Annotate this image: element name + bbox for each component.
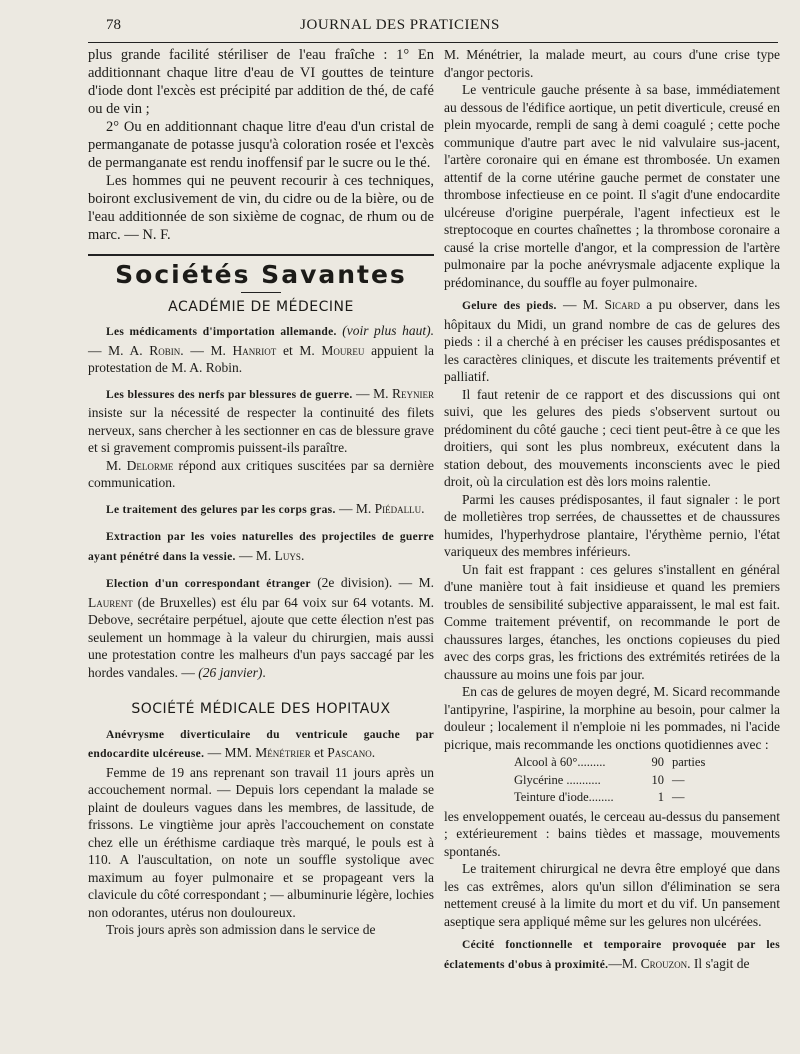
- entry-heading: Election d'un correspondant étranger: [106, 578, 311, 590]
- page-number: 78: [106, 17, 121, 33]
- author-name: Robin: [149, 342, 181, 358]
- author-name: Ménétrier: [255, 745, 311, 760]
- formula-row: Glycérine ........... 10 —: [514, 772, 685, 787]
- formula-table: [444, 755, 780, 806]
- academie-entry-4: Extraction par les voies naturelles des projectiles de guerre ayant pénétré dans la vessie. — M. Luys.: [88, 531, 434, 563]
- right-paragraph-4: Parmi les causes prédisposantes, il faut signaler : le port de molletières trop serrées, de chaussettes et de chaussures humides, l'hyperhydrose plantaire, l'érythème pernio, l'état variqueux des membres inférieurs.: [444, 491, 780, 559]
- entry-heading: Les blessures des nerfs par blessures de guerre.: [106, 388, 353, 401]
- hopitaux-paragraph-1: Femme de 19 ans reprenant son travail 11 jours après un accouchement normal. — Depuis lors cependant la malade se plaint de douleurs vagues dans les membres, de lassitude, de frissons. Le vingtième jour après l'accouchement on constate chez elle un éréthisme cardiaque très marqué, le pouls est à 110. A l'auscultation, on note un souffle systolique avec maximum au foyer pulmonaire et se propageant vers la clavicule du côté correspondant ; — albuminurie légère, lochies non odorantes, utérus non douloureux.: [88, 764, 434, 920]
- left-column: [88, 46, 434, 939]
- header-rule: [88, 42, 778, 43]
- entry-heading: Le traitement des gelures par les corps gras.: [106, 503, 336, 516]
- journal-title: JOURNAL DES PRATICIENS: [300, 17, 500, 33]
- page-header: [0, 17, 800, 39]
- academie-title: ACADÉMIE DE MÉDECINE: [168, 298, 354, 315]
- right-paragraph-2: Le ventricule gauche présente à sa base, immédiatement au dessous de l'édifice aortique, un petit diverticule, creusé en plein myocarde, rempli de sang à demi coagulé ; cette poche communique d'autre part avec le nid valvulaire sus-jacent, l'artère coronaire qui en émane est thrombosée. Un examen attentif de la corne utérine gauche permet de constater une thrombose infectieuse en ce point. Il s'agit d'une endocardite ulcéreuse d'origine puerpérale, l'agent infectieux est le streptocoque en courtes chaînettes ; la thrombose coronaire a causé la crise mortelle d'angor, et la compression de l'artère pulmonaire par la poche anévrysmale adjacente explique la prédominance, du souffle au foyer pulmonaire.: [444, 82, 780, 290]
- right-paragraph-5: Un fait est frappant : ces gelures s'installent en général d'une manière tout à fait insidieuse et quand les premiers troubles de sensibilité subjective apparaissent, le mal est fait. Comme traitement préventif, on recommande le port de chaussures larges, étanches, les onctions copieuses du pied avec des corps gras, les frictions des extrémités retirées de la chaussure au moins une fois par jour.: [444, 561, 780, 682]
- author-name: Luys: [274, 547, 301, 563]
- author-name: Delorme: [126, 457, 174, 473]
- formula-row: Teinture d'iode........ 1 —: [514, 790, 685, 804]
- formula-row: Alcool à 60°......... 90 parties: [514, 755, 706, 769]
- author-name: Moureu: [321, 342, 365, 358]
- session-date: (26 janvier): [198, 664, 263, 680]
- entry-heading: Cécité fonctionnelle et temporaire provoquée par les éclatements d'obus à proximité.: [444, 939, 780, 971]
- cecite-entry: Cécité fonctionnelle et temporaire provoquée par les éclatements d'obus à proximité.—M. Crouzon. Il s'agit de: [444, 939, 780, 971]
- right-paragraph-7: les enveloppement ouatés, le cerceau au-dessus du pansement ; extérieurement : bains tièdes et massage, mouvements spontanés.: [444, 808, 780, 859]
- author-name: Pascano: [327, 745, 372, 760]
- author-name: Hanriot: [232, 342, 277, 358]
- academie-entry-2b: M. Delorme répond aux critiques suscitées par sa dernière communication.: [88, 457, 434, 490]
- author-name: Piédallu: [374, 500, 422, 516]
- entry-heading: Anévrysme diverticulaire du ventricule gauche par endocardite ulcéreuse.: [88, 728, 434, 760]
- right-paragraph-3: Il faut retenir de ce rapport et des discussions qui ont suivi, que les gelures des pieds s'observent surtout ou prédominent du côté gauche ; ceci tient peut-être à ce que les droitiers, qui sont les plus nombreux, exécutent dans la station debout, des mouvements inconscients avec le pied droit, où la circulation est dès lors moins ralentie.: [444, 386, 780, 489]
- gelure-entry: Gelure des pieds. — M. Sicard a pu observer, dans les hôpitaux du Midi, un grand nombre de cas de gelures des pieds : il a cherché à en préciser les causes prédisposantes et les caractères cliniques, et discute les traitements préventif et palliatif.: [444, 297, 780, 384]
- author-name: Reynier: [392, 385, 434, 401]
- academie-entry-2: Les blessures des nerfs par blessures de guerre. — M. Reynier insiste sur la nécessité de respecter la continuité des filets nerveux, sans chercher à les sectionner en cas de blessure grave et si gravement compromis puissent-ils paraître.: [88, 385, 434, 455]
- hopitaux-title: SOCIÉTÉ MÉDICALE DES HOPITAUX: [131, 701, 391, 717]
- right-column: [444, 46, 780, 974]
- author-name: Sicard: [604, 297, 640, 312]
- academie-entry-1: Les médicaments d'importation allemande. (voir plus haut). — M. A. Robin. — M. Hanriot et M. Moureu appuient la protestation de M. A. Robin.: [88, 323, 434, 375]
- hopitaux-paragraph-2: Trois jours après son admission dans le service de: [106, 922, 376, 937]
- academie-entry-5: Election d'un correspondant étranger (2e division). — M. Laurent (de Bruxelles) est élu par 64 voix sur 64 votants. M. Debove, secrétaire perpétuel, ajoute que cette élection n'est pas seulement un hommage à la valeur du chirurgien, mais aussi une protestation contre les malheurs d'un pays saccagé par les hordes vandales. — (26 janvier).: [88, 575, 435, 680]
- section-separator: [88, 254, 434, 256]
- intro-paragraph-2: 2° Ou en additionnant chaque litre d'eau d'un cristal de permanganate de potasse jusqu'à coloration rosée et l'excès de permanganate est rendu inoffensif par le sucre ou le thé.: [88, 119, 434, 171]
- intro-paragraph-1: plus grande facilité stériliser de l'eau fraîche : 1° En additionnant chaque litre d'eau de VI gouttes de teinture d'iode dont l'excès est précipité par addition de thé, de café ou de vin ;: [88, 47, 434, 117]
- title-rule: [241, 292, 281, 293]
- entry-heading: Extraction par les voies naturelles des projectiles de guerre ayant pénétré dans la vessie.: [88, 531, 434, 563]
- author-name: Laurent: [88, 594, 133, 610]
- right-paragraph-6: En cas de gelures de moyen degré, M. Sicard recommande l'antipyrine, l'aspirine, la morphine au besoin, pour calmer la douleur ; localement il n'emploie ni les pommades, ni l'acide picrique, mais recommande les onctions quotidiennes avec :: [444, 684, 780, 752]
- entry-heading: Gelure des pieds.: [462, 300, 557, 312]
- right-paragraph-1: M. Ménétrier, la malade meurt, au cours d'une crise type d'angor pectoris.: [444, 47, 780, 80]
- entry-heading: Les médicaments d'importation allemande.: [106, 326, 337, 338]
- hopitaux-entry-1: Anévrysme diverticulaire du ventricule gauche par endocardite ulcéreuse. — MM. Ménétrier et Pascano.: [88, 728, 434, 760]
- section-title: Sociétés Savantes: [115, 260, 407, 289]
- academie-entry-3: Le traitement des gelures par les corps gras. — M. Piédallu.: [106, 500, 425, 516]
- right-paragraph-8: Le traitement chirurgical ne devra être employé que dans les cas extrêmes, alors qu'un sillon d'élimination se sera nettement creusé à la limite du mort et du vif. Un pansement aseptique sera appliqué même sur les gelures non ulcérées.: [444, 861, 780, 929]
- intro-paragraph-3: Les hommes qui ne peuvent recourir à ces techniques, boiront exclusivement de vin, du cidre ou de la bière, ou de l'eau additionnée de son sixième de cognac, de rhum ou de marc. — N. F.: [88, 173, 434, 243]
- author-name: Crouzon: [640, 955, 688, 971]
